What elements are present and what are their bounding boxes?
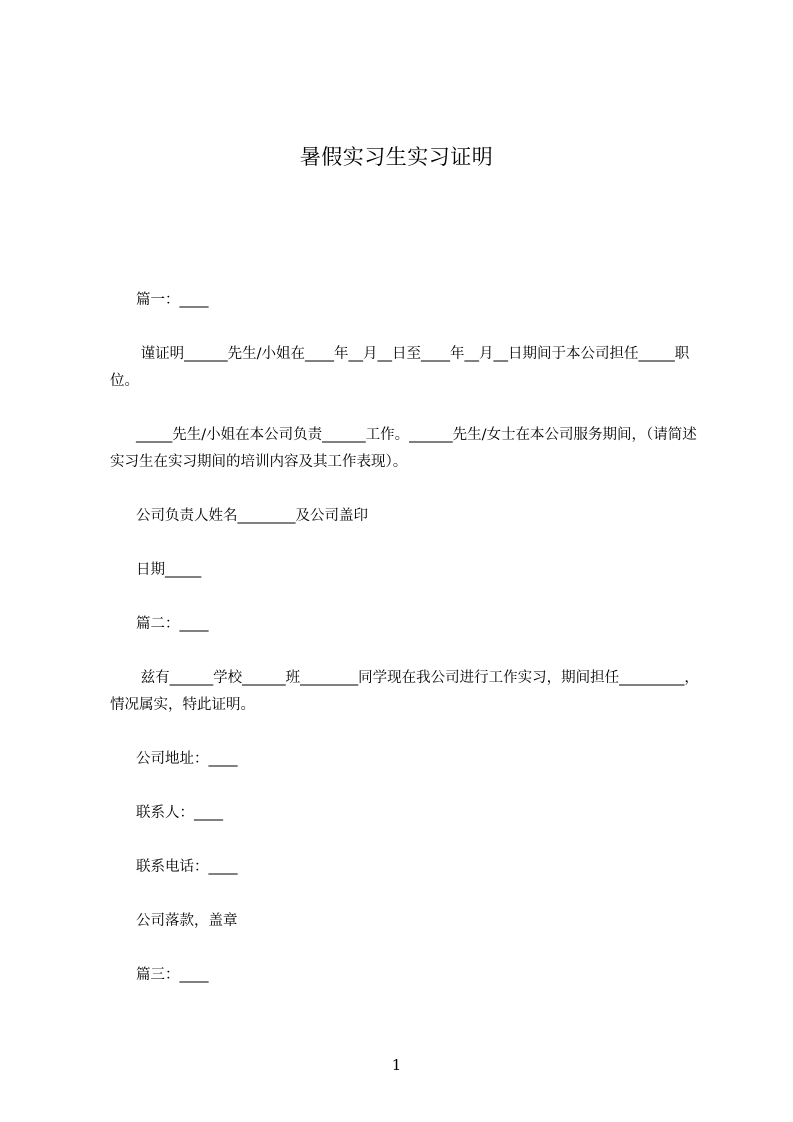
- certificate-statement-1: 谨证明______先生/小姐在____年__月__日至____年__月__日期间于本公司担任_____职位。: [110, 346, 690, 389]
- company-address-line: 公司地址：____: [136, 751, 238, 767]
- section-heading-1: 篇一：____: [136, 292, 209, 308]
- company-seal-line: 公司落款，盖章: [136, 913, 238, 929]
- section-heading-3: 篇三：____: [136, 967, 209, 983]
- date-line: 日期_____: [136, 562, 202, 578]
- certificate-statement-2: 兹有______学校______班________同学现在我公司进行工作实习，期间担任_________，情况属实，特此证明。: [110, 670, 699, 713]
- document-title: 暑假实习生实习证明: [299, 145, 494, 169]
- page-number: 1: [391, 1056, 402, 1074]
- section-heading-2: 篇二：____: [136, 616, 209, 632]
- contact-phone-line: 联系电话：____: [136, 859, 238, 875]
- company-signatory-line: 公司负责人姓名________及公司盖印: [136, 508, 368, 524]
- work-description-1: _____先生/小姐在本公司负责______工作。______先生/女士在本公司服务期间，（请简述实习生在实习期间的培训内容及其工作表现）。: [110, 427, 697, 470]
- contact-person-line: 联系人：____: [136, 805, 223, 821]
